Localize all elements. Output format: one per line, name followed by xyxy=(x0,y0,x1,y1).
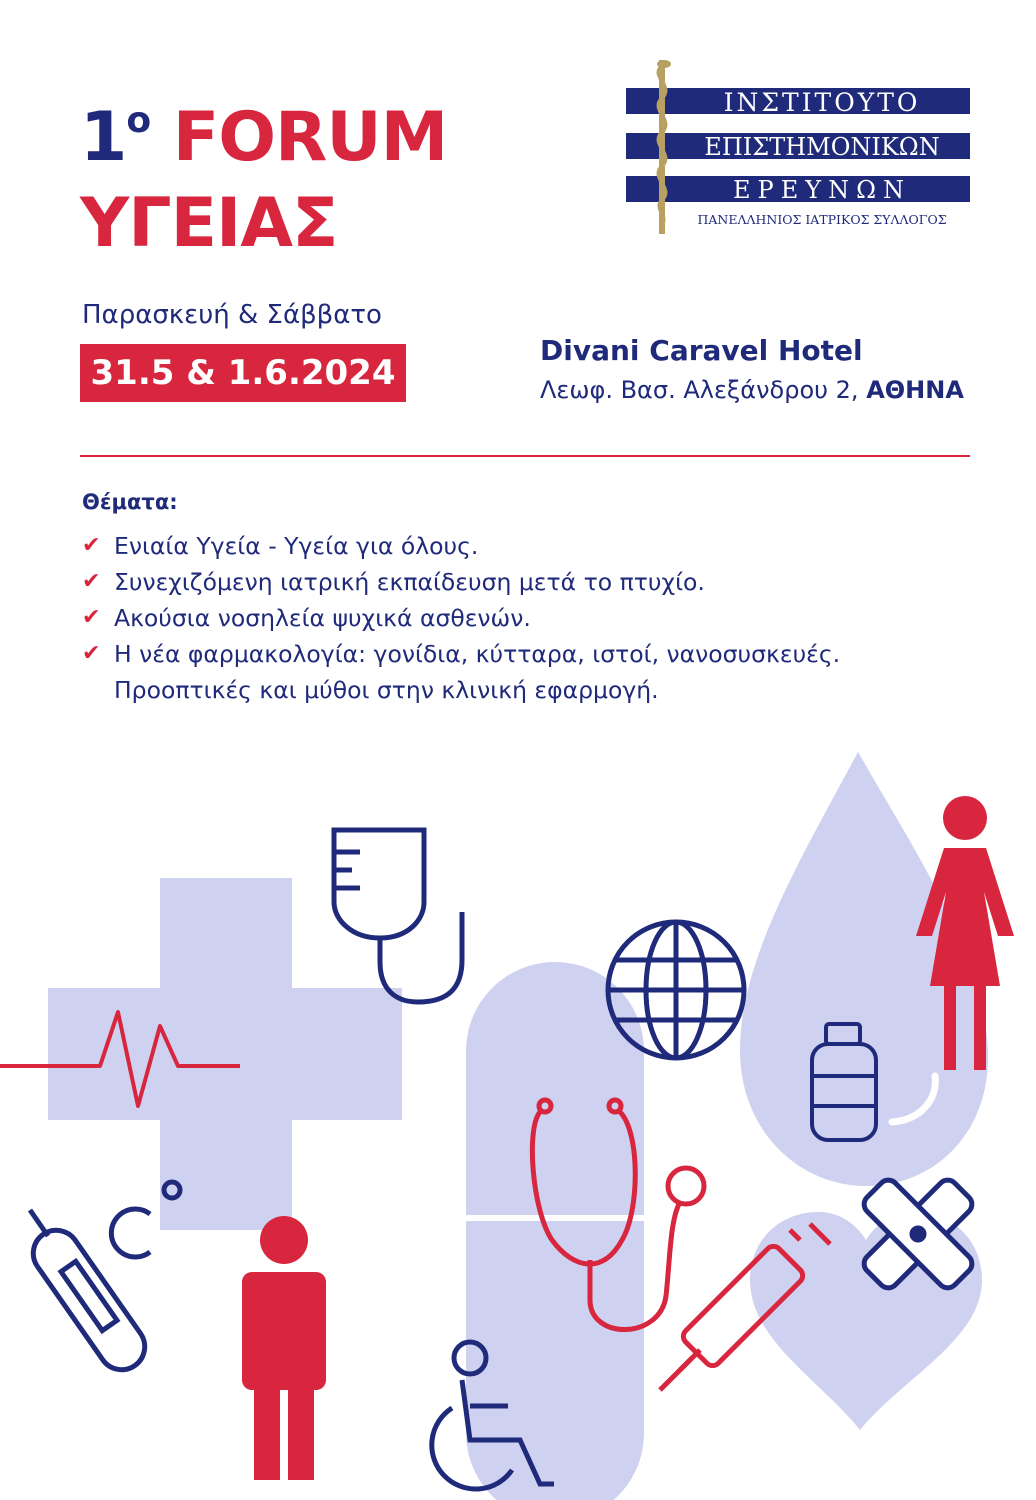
topic-text: Συνεχιζόμενη ιατρική εκπαίδευση μετά το πτυχίο. xyxy=(114,568,705,596)
check-icon: ✔ xyxy=(82,569,101,594)
title-forum: FORUM xyxy=(172,98,448,177)
check-icon: ✔ xyxy=(82,605,101,630)
institute-logo xyxy=(626,58,970,236)
venue-city: ΑΘΗΝΑ xyxy=(866,376,964,404)
venue-street: Λεωφ. Βασ. Αλεξάνδρου 2, xyxy=(540,376,859,404)
topic-text: Η νέα φαρμακολογία: γονίδια, κύτταρα, ιστοί, νανοσυσκευές. xyxy=(114,640,841,668)
logo-line1: ΙΝΣΤΙΤΟΥΤΟ xyxy=(723,88,921,117)
venue-name: Divani Caravel Hotel xyxy=(540,334,863,367)
event-days: Παρασκευή & Σάββατο xyxy=(82,300,382,330)
title-ordinal: ο xyxy=(126,100,151,141)
logo-subtitle: ΠΑΝΕΛΛΗΝΙΟΣ ΙΑΤΡΙΚΟΣ ΣΥΛΛΟΓΟΣ xyxy=(697,212,947,227)
iv-bag-icon xyxy=(334,830,462,1002)
thermometer-icon xyxy=(24,1182,180,1379)
topic-item xyxy=(80,564,840,600)
man-figure-icon xyxy=(242,1216,326,1480)
event-dates-badge: 31.5 & 1.6.2024 xyxy=(80,344,406,402)
venue-address xyxy=(540,376,964,404)
check-icon: ✔ xyxy=(82,533,101,558)
topic-item xyxy=(80,528,840,564)
health-illustration xyxy=(0,740,1036,1500)
event-title xyxy=(80,78,447,267)
divider xyxy=(80,455,970,457)
topic-item xyxy=(80,636,840,708)
logo-line2: ΕΠΙΣΤΗΜΟΝΙΚΩΝ xyxy=(704,133,940,161)
title-health: ΥΓΕΙΑΣ xyxy=(80,184,338,263)
globe-icon xyxy=(608,922,744,1058)
topic-text: Ενιαία Υγεία - Υγεία για όλους. xyxy=(114,532,479,560)
logo-line3: ΕΡΕΥΝΩΝ xyxy=(733,176,911,204)
topics-list xyxy=(80,528,840,708)
topics-heading: Θέματα: xyxy=(82,490,178,514)
topic-text-continued: Προοπτικές και μύθοι στην κλινική εφαρμογή. xyxy=(114,676,659,704)
check-icon: ✔ xyxy=(82,641,101,666)
pill-capsule-icon xyxy=(466,962,644,1500)
topic-text: Ακούσια νοσηλεία ψυχικά ασθενών. xyxy=(114,604,531,632)
title-number: 1 xyxy=(80,98,127,177)
topic-item xyxy=(80,600,840,636)
